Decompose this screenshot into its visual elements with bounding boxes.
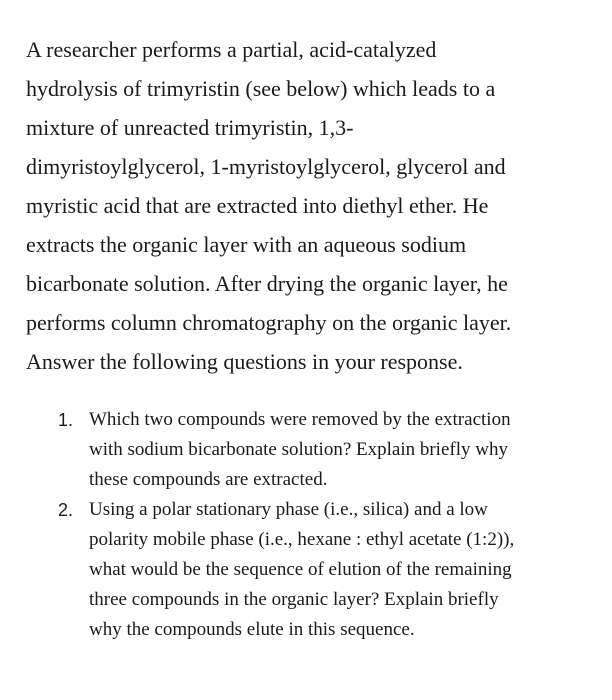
question-line: Which two compounds were removed by the extraction (89, 409, 511, 430)
intro-line: myristic acid that are extracted into diethyl ether. He (26, 193, 489, 218)
question-line: what would be the sequence of elution of the remaining (89, 559, 512, 580)
question-number: 1. (58, 410, 74, 430)
intro-line: bicarbonate solution. After drying the organic layer, he (26, 271, 508, 296)
intro-paragraph (26, 30, 596, 381)
question-text (89, 495, 594, 645)
intro-line: extracts the organic layer with an aqueous sodium (26, 232, 467, 257)
question-line: polarity mobile phase (i.e., hexane : ethyl acetate (1:2)), (89, 529, 515, 550)
question-line: Using a polar stationary phase (i.e., silica) and a low (89, 499, 488, 520)
question-list (0, 405, 612, 645)
question-line: three compounds in the organic layer? Explain briefly (89, 589, 499, 610)
question-line: with sodium bicarbonate solution? Explain briefly why (89, 439, 508, 460)
question-item-1 (0, 405, 612, 495)
question-line: why the compounds elute in this sequence. (89, 619, 415, 640)
question-line: these compounds are extracted. (89, 469, 328, 490)
question-number: 2. (58, 500, 74, 520)
intro-line: dimyristoylglycerol, 1-myristoylglycerol, glycerol and (26, 154, 506, 179)
question-item-2 (0, 495, 612, 645)
intro-line: performs column chromatography on the organic layer. (26, 310, 512, 335)
intro-line: mixture of unreacted trimyristin, 1,3- (26, 115, 354, 140)
intro-line: Answer the following questions in your response. (26, 349, 463, 374)
intro-line: hydrolysis of trimyristin (see below) which leads to a (26, 76, 496, 101)
question-text (89, 405, 594, 495)
intro-line: A researcher performs a partial, acid-catalyzed (26, 37, 437, 62)
